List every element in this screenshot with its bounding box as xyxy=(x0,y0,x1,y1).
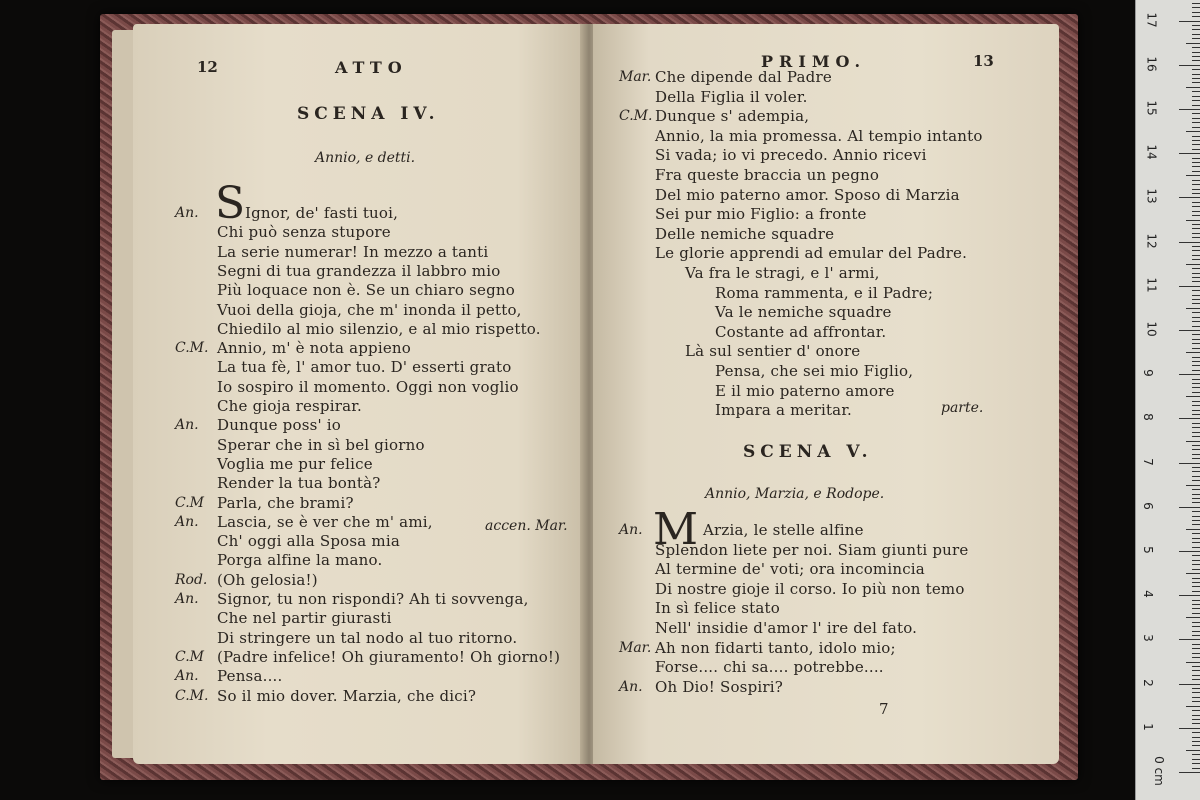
right-running-header: PRIMO. xyxy=(761,52,867,71)
ruler-tick xyxy=(1186,308,1200,309)
ruler-tick xyxy=(1186,617,1200,618)
verse-line: Voglia me pur felice xyxy=(217,454,373,473)
drop-cap: S xyxy=(215,178,246,229)
verse-line: Che gioja respirar. xyxy=(217,397,362,415)
verse-line: Splendon liete per noi. Siam giunti pure xyxy=(655,540,969,559)
ruler-tick xyxy=(1192,317,1200,318)
ruler-tick xyxy=(1192,710,1200,711)
ruler-tick xyxy=(1186,87,1200,88)
ruler-label: 0 cm xyxy=(1151,756,1166,786)
ruler-tick xyxy=(1192,476,1200,477)
ruler-tick xyxy=(1192,303,1200,304)
verse-line: Annio, la mia promessa. Al tempio intanto xyxy=(655,126,983,145)
ruler-tick xyxy=(1192,613,1200,614)
ruler-label: 17 xyxy=(1144,11,1159,28)
ruler-tick xyxy=(1192,16,1200,17)
ruler-tick xyxy=(1192,224,1200,225)
ruler-tick xyxy=(1192,631,1200,632)
verse-line: E il mio paterno amore xyxy=(715,381,895,400)
ruler-tick xyxy=(1192,626,1200,627)
stage-direction: accen. Mar. xyxy=(485,518,568,534)
ruler-tick xyxy=(1192,653,1200,654)
ruler-tick xyxy=(1192,215,1200,216)
ruler-tick xyxy=(1192,675,1200,676)
ruler-tick xyxy=(1192,542,1200,543)
ruler-tick xyxy=(1192,582,1200,583)
verse-line: Delle nemiche squadre xyxy=(655,224,835,243)
ruler-tick xyxy=(1192,7,1200,8)
ruler-tick xyxy=(1186,131,1200,132)
ruler-tick xyxy=(1192,657,1200,658)
verse-line: La tua fè, l' amor tuo. D' esserti grato xyxy=(217,358,512,377)
ruler-tick xyxy=(1192,666,1200,667)
verse-line: Si vada; io vi precedo. Annio ricevi xyxy=(655,146,927,165)
ruler-tick xyxy=(1192,184,1200,185)
verse-line: In sì felice stato xyxy=(655,599,781,618)
ruler-tick xyxy=(1192,555,1200,556)
ruler-tick xyxy=(1179,418,1200,419)
ruler-tick xyxy=(1192,697,1200,698)
ruler-tick xyxy=(1192,105,1200,106)
ruler-tick xyxy=(1192,361,1200,362)
ruler-tick xyxy=(1186,396,1200,397)
ruler-tick xyxy=(1192,171,1200,172)
verse-line: Fra queste braccia un pegno xyxy=(655,166,880,184)
ruler-tick xyxy=(1179,684,1200,685)
ruler-tick xyxy=(1192,600,1200,601)
ruler-tick xyxy=(1192,679,1200,680)
ruler-tick xyxy=(1179,551,1200,552)
ruler-tick xyxy=(1179,21,1200,22)
ruler-tick xyxy=(1186,750,1200,751)
ruler-tick xyxy=(1192,445,1200,446)
ruler-label: 3 xyxy=(1140,634,1155,643)
ruler-tick xyxy=(1192,763,1200,764)
ruler-tick xyxy=(1192,533,1200,534)
left-cast-list: Annio, e detti. xyxy=(315,150,416,166)
ruler-tick xyxy=(1192,604,1200,605)
ruler-tick xyxy=(1192,520,1200,521)
ruler-tick xyxy=(1192,348,1200,349)
ruler-tick xyxy=(1192,312,1200,313)
speaker-label: C.M xyxy=(175,494,204,511)
ruler-tick xyxy=(1192,25,1200,26)
signature-mark: 7 xyxy=(879,700,889,718)
ruler-tick xyxy=(1192,754,1200,755)
verse-line: Pensa, che sei mio Figlio, xyxy=(715,362,914,380)
verse-line: Di stringere un tal nodo al tuo ritorno. xyxy=(217,628,518,647)
ruler-tick xyxy=(1179,595,1200,596)
verse-line: Chiedilo al mio silenzio, e al mio rispetto. xyxy=(217,319,541,338)
verse-line: Costante ad affrontar. xyxy=(715,322,887,341)
ruler-tick xyxy=(1179,330,1200,331)
ruler-tick xyxy=(1192,206,1200,207)
ruler-tick xyxy=(1192,189,1200,190)
ruler-tick xyxy=(1192,670,1200,671)
verse-line: (Oh gelosia!) xyxy=(217,570,318,589)
left-page xyxy=(133,24,585,764)
ruler-tick xyxy=(1192,701,1200,702)
ruler-label: 8 xyxy=(1140,413,1155,422)
ruler-tick xyxy=(1192,180,1200,181)
speaker-label: An. xyxy=(175,668,199,685)
ruler-tick xyxy=(1192,193,1200,194)
verse-line: Chi può senza stupore xyxy=(217,223,391,242)
left-scene-title: SCENA IV. xyxy=(297,104,440,124)
ruler-tick xyxy=(1192,343,1200,344)
drop-cap-m: M xyxy=(653,504,699,555)
ruler-tick xyxy=(1192,140,1200,141)
ruler-tick xyxy=(1192,113,1200,114)
verse-line: Va le nemiche squadre xyxy=(715,303,892,322)
speaker-label: An. xyxy=(175,205,199,221)
ruler-label: 5 xyxy=(1140,546,1155,554)
ruler-tick xyxy=(1192,211,1200,212)
verse-line: Dunque s' adempia, xyxy=(655,107,810,126)
verse-line: Signor, tu non rispondi? Ah ti sovvenga, xyxy=(217,590,529,608)
measurement-ruler xyxy=(1135,0,1200,800)
verse-line: Lascia, se è ver che m' ami, xyxy=(217,512,433,531)
right-page xyxy=(593,24,1059,764)
ruler-tick xyxy=(1192,401,1200,402)
verse-line: Di nostre gioje il corso. Io più non temo xyxy=(655,579,965,598)
verse-line: Va fra le stragi, e l' armi, xyxy=(685,264,880,282)
verse-line: Che dipende dal Padre xyxy=(655,68,832,86)
ruler-tick xyxy=(1179,507,1200,508)
ruler-tick xyxy=(1192,69,1200,70)
ruler-tick xyxy=(1186,352,1200,353)
ruler-tick xyxy=(1192,259,1200,260)
exit-direction: parte. xyxy=(941,400,984,416)
speaker-label: An. xyxy=(175,417,199,434)
ruler-label: 11 xyxy=(1144,277,1159,293)
verse-line: Dunque poss' io xyxy=(217,416,342,435)
ruler-tick xyxy=(1192,365,1200,366)
ruler-tick xyxy=(1192,339,1200,340)
ruler-tick xyxy=(1192,688,1200,689)
ruler-tick xyxy=(1192,538,1200,539)
verse-line: Vuoi della gioja, che m' inonda il petto, xyxy=(217,300,522,319)
ruler-tick xyxy=(1192,273,1200,274)
ruler-tick xyxy=(1192,379,1200,380)
ruler-tick xyxy=(1192,47,1200,48)
ruler-tick xyxy=(1192,268,1200,269)
ruler-tick xyxy=(1192,524,1200,525)
ruler-label: 13 xyxy=(1144,188,1159,205)
ruler-tick xyxy=(1192,34,1200,35)
ruler-label: 12 xyxy=(1144,232,1159,249)
ruler-tick xyxy=(1192,768,1200,769)
ruler-label: 1 xyxy=(1140,722,1155,731)
ruler-tick xyxy=(1192,467,1200,468)
ruler-tick xyxy=(1192,228,1200,229)
verse-line: Là sul sentier d' onore xyxy=(685,342,861,361)
ruler-tick xyxy=(1192,392,1200,393)
ruler-tick xyxy=(1192,299,1200,300)
verse-line: Al termine de' voti; ora incomincia xyxy=(655,560,925,579)
ruler-tick xyxy=(1192,100,1200,101)
ruler-label: 9 xyxy=(1140,369,1155,378)
ruler-label: 16 xyxy=(1144,56,1159,72)
verse-line: Impara a meritar. xyxy=(715,401,853,420)
verse-line: Annio, m' è nota appieno xyxy=(217,339,412,358)
ruler-tick xyxy=(1192,370,1200,371)
ruler-tick xyxy=(1192,759,1200,760)
ruler-tick xyxy=(1179,772,1200,773)
ruler-tick xyxy=(1192,414,1200,415)
verse-line: Che nel partir giurasti xyxy=(217,609,392,628)
ruler-tick xyxy=(1179,639,1200,640)
ruler-tick xyxy=(1192,591,1200,592)
right-page-number: 13 xyxy=(973,52,994,70)
verse-line: Ah non fidarti tanto, idolo mio; xyxy=(655,638,896,657)
ruler-tick xyxy=(1192,149,1200,150)
ruler-tick xyxy=(1186,529,1200,530)
ruler-tick xyxy=(1192,158,1200,159)
ruler-tick xyxy=(1186,220,1200,221)
verse-line: (Padre infelice! Oh giuramento! Oh giorno!) xyxy=(217,647,561,666)
ruler-label: 6 xyxy=(1140,501,1155,510)
verse-line: Ignor, de' fasti tuoi, xyxy=(245,204,399,222)
ruler-tick xyxy=(1192,52,1200,53)
ruler-tick xyxy=(1186,175,1200,176)
speaker-label: C.M. xyxy=(175,687,209,704)
ruler-tick xyxy=(1192,326,1200,327)
ruler-tick xyxy=(1186,573,1200,574)
ruler-tick xyxy=(1192,74,1200,75)
ruler-tick xyxy=(1192,547,1200,548)
ruler-tick xyxy=(1192,277,1200,278)
ruler-tick xyxy=(1179,65,1200,66)
ruler-tick xyxy=(1192,290,1200,291)
ruler-tick xyxy=(1192,608,1200,609)
ruler-tick xyxy=(1192,715,1200,716)
ruler-tick xyxy=(1192,334,1200,335)
ruler-tick xyxy=(1192,458,1200,459)
ruler-tick xyxy=(1192,255,1200,256)
verse-line: Render la tua bontà? xyxy=(217,474,381,493)
ruler-tick xyxy=(1192,502,1200,503)
ruler-tick xyxy=(1186,662,1200,663)
ruler-tick xyxy=(1192,96,1200,97)
verse-line: Arzia, le stelle alfine xyxy=(703,521,864,539)
ruler-tick xyxy=(1192,246,1200,247)
ruler-tick xyxy=(1192,622,1200,623)
ruler-tick xyxy=(1192,38,1200,39)
ruler-tick xyxy=(1192,489,1200,490)
ruler-tick xyxy=(1192,144,1200,145)
speaker-label: An. xyxy=(619,678,643,695)
ruler-tick xyxy=(1192,166,1200,167)
verse-line: Più loquace non è. Se un chiaro segno xyxy=(217,281,515,300)
verse-line: Della Figlia il voler. xyxy=(655,87,808,106)
ruler-tick xyxy=(1192,480,1200,481)
speaker-label: An. xyxy=(175,513,199,530)
verse-line: Oh Dio! Sospiri? xyxy=(655,677,783,696)
ruler-tick xyxy=(1192,423,1200,424)
ruler-tick xyxy=(1192,321,1200,322)
ruler-tick xyxy=(1192,719,1200,720)
ruler-tick xyxy=(1186,264,1200,265)
ruler-tick xyxy=(1192,436,1200,437)
ruler-tick xyxy=(1192,516,1200,517)
ruler-tick xyxy=(1186,43,1200,44)
verse-line: Sei pur mio Figlio: a fronte xyxy=(655,205,867,224)
ruler-tick xyxy=(1192,427,1200,428)
verse-line: Porga alfine la mano. xyxy=(217,551,383,570)
verse-line: So il mio dover. Marzia, che dici? xyxy=(217,686,477,705)
ruler-tick xyxy=(1192,644,1200,645)
ruler-tick xyxy=(1179,109,1200,110)
ruler-tick xyxy=(1192,635,1200,636)
ruler-tick xyxy=(1192,741,1200,742)
ruler-tick xyxy=(1192,122,1200,123)
ruler-tick xyxy=(1186,706,1200,707)
ruler-label: 14 xyxy=(1144,144,1159,160)
speaker-label: An. xyxy=(619,522,643,538)
left-page-number: 12 xyxy=(197,58,218,76)
verse-line: La serie numerar! In mezzo a tanti xyxy=(217,242,489,261)
ruler-tick xyxy=(1179,286,1200,287)
ruler-tick xyxy=(1192,564,1200,565)
speaker-label: Mar. xyxy=(619,69,652,85)
ruler-tick xyxy=(1192,745,1200,746)
ruler-tick xyxy=(1192,737,1200,738)
speaker-label: An. xyxy=(175,591,199,607)
ruler-tick xyxy=(1179,197,1200,198)
ruler-tick xyxy=(1192,578,1200,579)
verse-line: Sperar che in sì bel giorno xyxy=(217,435,425,454)
ruler-tick xyxy=(1192,511,1200,512)
ruler-tick xyxy=(1192,586,1200,587)
ruler-label: 4 xyxy=(1140,590,1155,599)
ruler-tick xyxy=(1192,648,1200,649)
ruler-tick xyxy=(1192,569,1200,570)
ruler-tick xyxy=(1179,374,1200,375)
verse-line: Parla, che brami? xyxy=(217,493,354,512)
ruler-tick xyxy=(1192,91,1200,92)
verse-line: Le glorie apprendi ad emular del Padre. xyxy=(655,244,968,263)
ruler-tick xyxy=(1192,127,1200,128)
speaker-label: C.M. xyxy=(175,340,209,357)
ruler-tick xyxy=(1179,728,1200,729)
ruler-tick xyxy=(1192,136,1200,137)
ruler-tick xyxy=(1192,29,1200,30)
ruler-tick xyxy=(1192,449,1200,450)
ruler-tick xyxy=(1192,233,1200,234)
ruler-tick xyxy=(1192,12,1200,13)
ruler-tick xyxy=(1192,383,1200,384)
ruler-label: 15 xyxy=(1144,100,1159,116)
ruler-tick xyxy=(1192,432,1200,433)
ruler-tick xyxy=(1192,250,1200,251)
verse-line: Ch' oggi alla Sposa mia xyxy=(217,532,400,551)
ruler-tick xyxy=(1179,463,1200,464)
ruler-tick xyxy=(1192,162,1200,163)
ruler-tick xyxy=(1192,78,1200,79)
ruler-tick xyxy=(1192,281,1200,282)
ruler-tick xyxy=(1192,387,1200,388)
ruler-tick xyxy=(1192,118,1200,119)
ruler-tick xyxy=(1192,357,1200,358)
ruler-tick xyxy=(1192,732,1200,733)
ruler-tick xyxy=(1192,3,1200,4)
ruler-tick xyxy=(1186,441,1200,442)
speaker-label: C.M xyxy=(175,648,204,665)
verse-line: Segni di tua grandezza il labbro mio xyxy=(217,261,501,280)
left-running-header: ATTO xyxy=(335,58,408,77)
ruler-tick xyxy=(1192,237,1200,238)
ruler-label: 2 xyxy=(1140,678,1155,687)
ruler-tick xyxy=(1192,560,1200,561)
verse-line: Roma rammenta, e il Padre; xyxy=(715,283,934,302)
ruler-tick xyxy=(1192,82,1200,83)
ruler-tick xyxy=(1192,56,1200,57)
ruler-label: 7 xyxy=(1140,457,1155,466)
ruler-tick xyxy=(1192,723,1200,724)
right-scene-title: SCENA V. xyxy=(743,442,873,462)
verse-line: Pensa.... xyxy=(217,667,283,686)
ruler-tick xyxy=(1192,405,1200,406)
ruler-label: 10 xyxy=(1144,321,1159,337)
right-cast-list: Annio, Marzia, e Rodope. xyxy=(705,486,885,502)
speaker-label: Rod. xyxy=(175,571,208,588)
ruler-tick xyxy=(1186,485,1200,486)
ruler-tick xyxy=(1179,242,1200,243)
ruler-tick xyxy=(1192,295,1200,296)
speaker-label: C.M. xyxy=(619,108,653,125)
ruler-tick xyxy=(1192,202,1200,203)
ruler-tick xyxy=(1192,60,1200,61)
ruler-tick xyxy=(1192,471,1200,472)
ruler-tick xyxy=(1179,153,1200,154)
ruler-tick xyxy=(1192,498,1200,499)
verse-line: Io sospiro il momento. Oggi non voglio xyxy=(217,377,519,396)
verse-line: Nell' insidie d'amor l' ire del fato. xyxy=(655,619,918,637)
ruler-tick xyxy=(1192,454,1200,455)
verse-line: Forse.... chi sa.... potrebbe.... xyxy=(655,658,884,677)
ruler-tick xyxy=(1192,692,1200,693)
ruler-tick xyxy=(1192,494,1200,495)
speaker-label: Mar. xyxy=(619,639,652,656)
verse-line: Del mio paterno amor. Sposo di Marzia xyxy=(655,185,960,204)
ruler-tick xyxy=(1192,410,1200,411)
